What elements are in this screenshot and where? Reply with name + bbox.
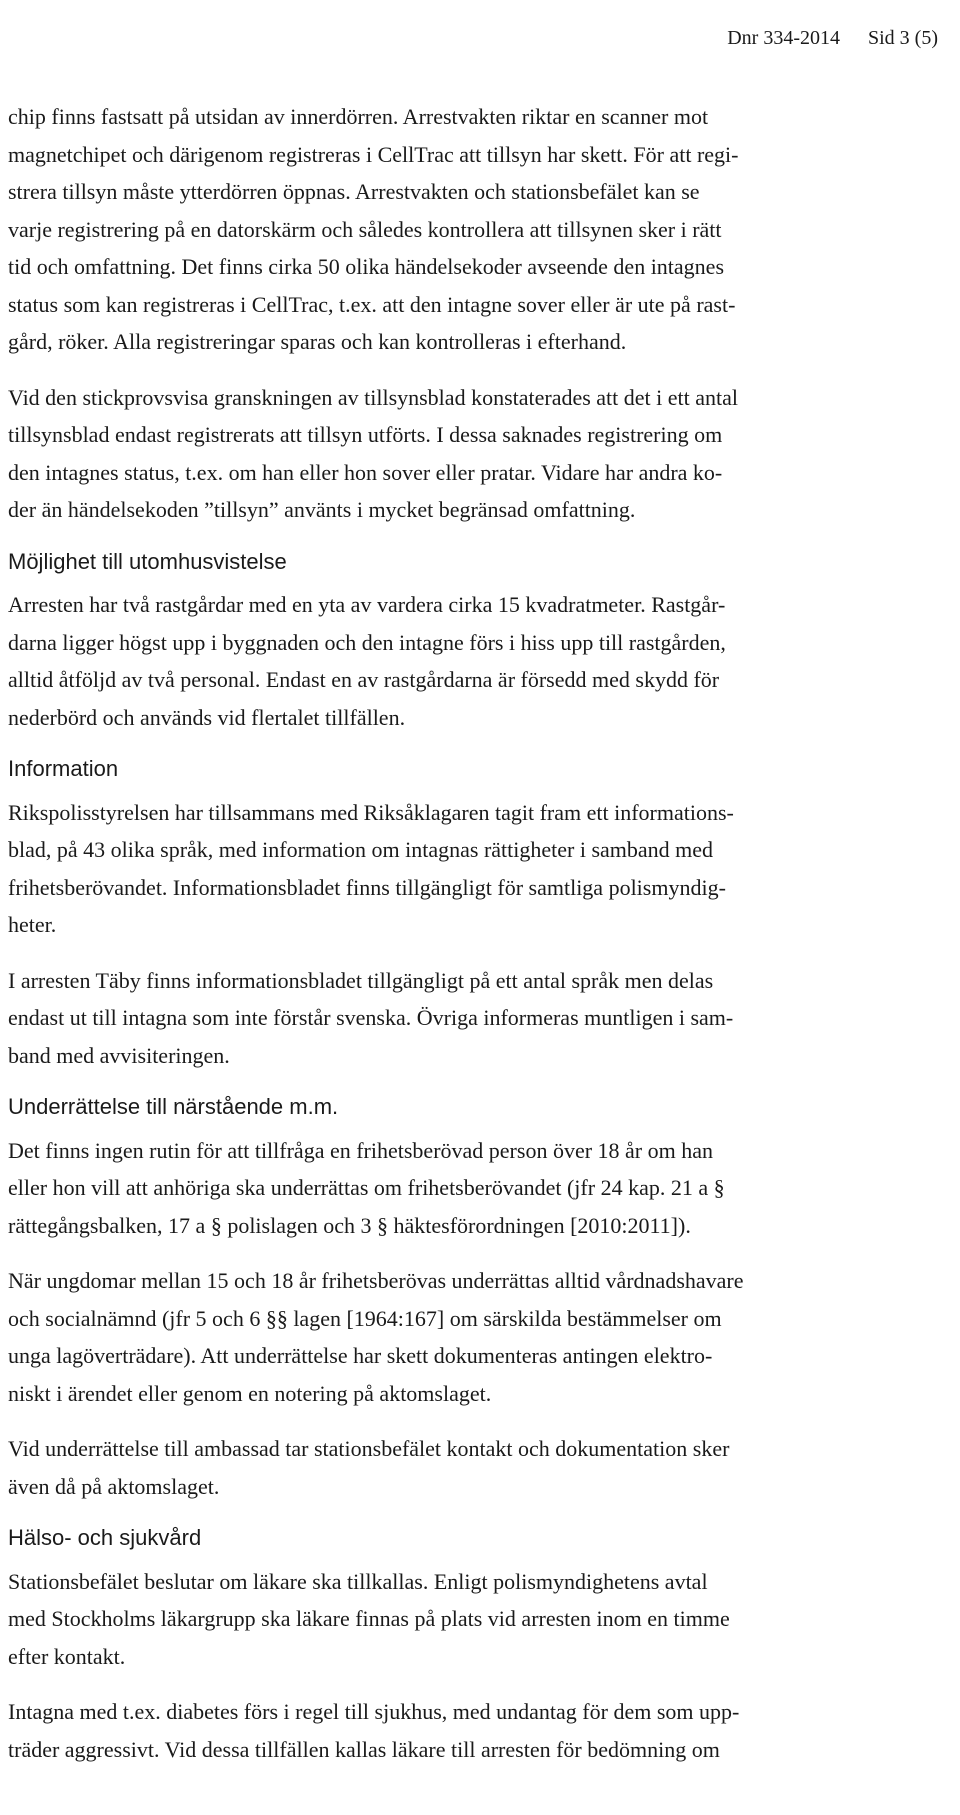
text-line: unga lagöverträdare). Att underrättelse har skett dokumenteras antingen elektro-	[8, 1343, 713, 1368]
text-line: Vid underrättelse till ambassad tar stationsbefälet kontakt och dokumentation sker	[8, 1436, 730, 1461]
text-line: efter kontakt.	[8, 1643, 126, 1669]
text-line: eller hon vill att anhöriga ska underrättas om frihetsberövandet (jfr 24 kap. 21 a §	[8, 1175, 725, 1200]
paragraph	[8, 98, 924, 361]
text-line: blad, på 43 olika språk, med information om intagnas rättigheter i samband med	[8, 837, 714, 862]
text-line: och socialnämnd (jfr 5 och 6 §§ lagen [1964:167] om särskilda bestämmelser om	[8, 1305, 722, 1331]
text-line: status som kan registreras i CellTrac, t.ex. att den intagne sover eller är ute på rast-	[8, 291, 736, 317]
section-heading: Underrättelse till närstående m.m.	[8, 1094, 339, 1119]
paragraph	[8, 794, 924, 944]
page-number: Sid 3 (5)	[868, 27, 938, 49]
text-line: träder aggressivt. Vid dessa tillfällen kallas läkare till arresten för bedömning om	[8, 1736, 720, 1762]
text-line: varje registrering på en datorskärm och således kontrollera att tillsynen sker i rätt	[8, 216, 722, 242]
text-line: magnetchipet och därigenom registreras i CellTrac att tillsyn har skett. För att regi-	[8, 141, 739, 167]
text-line: niskt i ärendet eller genom en notering på aktomslaget.	[8, 1380, 492, 1406]
section-heading: Hälso- och sjukvård	[8, 1525, 202, 1550]
section-heading: Möjlighet till utomhusvistelse	[8, 548, 287, 574]
text-line: Intagna med t.ex. diabetes förs i regel till sjukhus, med undantag för dem som upp-	[8, 1699, 740, 1724]
text-line: Arresten har två rastgårdar med en yta av vardera cirka 15 kvadratmeter. Rastgår-	[8, 592, 726, 617]
text-line: rättegångsbalken, 17 a § polislagen och 3 § häktesförordningen [2010:2011]).	[8, 1212, 691, 1238]
text-line: strera tillsyn måste ytterdörren öppnas. Arrestvakten och stationsbefälet kan se	[8, 179, 700, 204]
text-line: der än händelsekoden ”tillsyn” använts i mycket begränsad omfattning.	[8, 497, 636, 522]
text-line: chip finns fastsatt på utsidan av innerdörren. Arrestvakten riktar en scanner mot	[8, 104, 709, 129]
text-line: heter.	[8, 912, 57, 937]
paragraph	[8, 1262, 924, 1412]
spacer	[8, 1505, 924, 1519]
text-line: I arresten Täby finns informationsbladet tillgängligt på ett antal språk men delas	[8, 967, 714, 993]
paragraph	[8, 1693, 924, 1768]
text-line: Stationsbefälet beslutar om läkare ska tillkallas. Enligt polismyndighetens avtal	[8, 1568, 708, 1594]
text-line: Det finns ingen rutin för att tillfråga en frihetsberövad person över 18 år om han	[8, 1137, 713, 1163]
text-line: med Stockholms läkargrupp ska läkare finnas på plats vid arresten inom en timme	[8, 1606, 730, 1631]
spacer	[8, 736, 924, 750]
spacer	[8, 1244, 924, 1262]
document-body	[8, 98, 924, 1768]
spacer	[8, 1412, 924, 1430]
paragraph	[8, 586, 924, 736]
text-line: När ungdomar mellan 15 och 18 år frihetsberövas underrättas alltid vårdnadshavare	[8, 1268, 744, 1293]
paragraph	[8, 962, 924, 1075]
text-line: även då på aktomslaget.	[8, 1473, 220, 1499]
text-line: tid och omfattning. Det finns cirka 50 olika händelsekoder avseende den intagnes	[8, 254, 725, 279]
text-line: frihetsberövandet. Informationsbladet finns tillgängligt för samtliga polismyndig-	[8, 874, 726, 900]
text-line: alltid åtföljd av två personal. Endast en av rastgårdarna är försedd med skydd för	[8, 667, 720, 692]
text-line: den intagnes status, t.ex. om han eller hon sover eller pratar. Vidare har andra ko-	[8, 459, 723, 485]
text-line: Vid den stickprovsvisa granskningen av tillsynsblad konstaterades att det i ett antal	[8, 384, 739, 410]
paragraph	[8, 1563, 924, 1676]
spacer	[8, 529, 924, 543]
text-line: Rikspolisstyrelsen har tillsammans med Riksåklagaren tagit fram ett informations-	[8, 799, 734, 825]
text-line: tillsynsblad endast registrerats att tillsyn utförts. I dessa saknades registrering om	[8, 422, 723, 447]
paragraph	[8, 379, 924, 529]
document-number: Dnr 334-2014	[727, 27, 840, 49]
text-line: gård, röker. Alla registreringar sparas och kan kontrolleras i efterhand.	[8, 329, 627, 354]
page-header	[717, 2, 938, 50]
text-line: endast ut till intagna som inte förstår svenska. Övriga informeras muntligen i sam-	[8, 1005, 734, 1030]
section-heading: Information	[8, 756, 119, 781]
spacer	[8, 1675, 924, 1693]
text-line: darna ligger högst upp i byggnaden och den intagne förs i hiss upp till rastgården,	[8, 629, 726, 655]
spacer	[8, 1074, 924, 1088]
spacer	[8, 944, 924, 962]
paragraph	[8, 1430, 924, 1505]
text-line: band med avvisiteringen.	[8, 1042, 230, 1068]
text-line: nederbörd och används vid flertalet tillfällen.	[8, 704, 406, 730]
paragraph	[8, 1132, 924, 1245]
spacer	[8, 361, 924, 379]
